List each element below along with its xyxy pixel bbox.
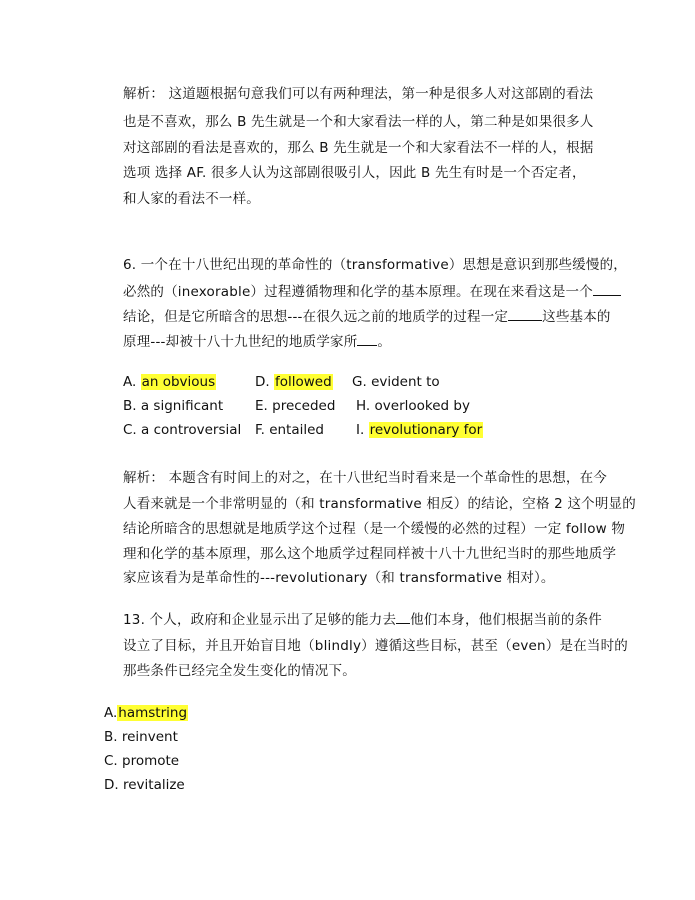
option-b[interactable] (123, 398, 223, 414)
option-text: evident to (371, 374, 440, 390)
option-letter: I. (356, 422, 365, 438)
blank-1 (396, 611, 410, 624)
option-text-highlighted: an obvious (141, 374, 216, 390)
analysis-1-line: 也是不喜欢，那么 B 先生就是一个和大家看法一样的人，第二种是如果很多人 (123, 114, 594, 130)
option-d[interactable] (104, 777, 185, 793)
analysis-1-line: 和人家的看法不一样。 (123, 191, 260, 207)
option-h[interactable] (356, 398, 470, 414)
stem-text: 必然的（inexorable）过程遵循物理和化学的基本原理。在现在来看这是一个 (123, 284, 593, 300)
blank-2 (508, 308, 542, 321)
option-letter: E. (255, 398, 268, 414)
option-a[interactable] (104, 705, 188, 721)
option-f[interactable] (255, 422, 324, 438)
option-letter: A. (123, 374, 137, 390)
blank-3 (357, 333, 377, 346)
stem-text: 他们本身，他们根据当前的条件 (410, 612, 602, 628)
option-c[interactable] (123, 422, 241, 438)
option-text: overlooked by (374, 398, 470, 414)
option-i[interactable] (356, 422, 483, 438)
option-text: revitalize (122, 777, 185, 793)
option-letter: D. (104, 777, 119, 793)
option-d[interactable] (255, 374, 333, 390)
option-text-highlighted: followed (274, 374, 332, 390)
option-letter: C. (104, 753, 118, 769)
stem-text: 13. 个人，政府和企业显示出了足够的能力去 (123, 612, 397, 628)
option-letter: A. (104, 705, 118, 721)
option-text: promote (122, 753, 180, 769)
stem-text: 。 (377, 334, 392, 350)
option-text: reinvent (121, 729, 178, 745)
question-13-stem-line (123, 608, 602, 628)
analysis-1-line: 解析： 这道题根据句意我们可以有两种理法，第一种是很多人对这部剧的看法 (123, 86, 594, 102)
option-e[interactable] (255, 398, 335, 414)
stem-text: 结论，但是它所暗含的思想---在很久远之前的地质学的过程一定 (123, 309, 509, 325)
analysis-1-line: 选项 选择 AF. 很多人认为这部剧很吸引人，因此 B 先生有时是一个否定者， (123, 165, 586, 181)
option-c[interactable] (104, 753, 179, 769)
option-letter: G. (352, 374, 367, 390)
option-text: preceded (272, 398, 336, 414)
analysis-6-line: 人看来就是一个非常明显的（和 transformative 相反）的结论，空格 2 这个明显的 (123, 496, 636, 512)
question-6-stem-line (123, 280, 621, 300)
option-letter: H. (356, 398, 371, 414)
stem-text: 原理---却被十八十九世纪的地质学家所 (123, 334, 358, 350)
question-13-stem-line: 设立了目标，并且开始盲目地（blindly）遵循这些目标，甚至（even）是在当时的 (123, 638, 628, 654)
analysis-6-line: 解析： 本题含有时间上的对之，在十八世纪当时看来是一个革命性的思想，在今 (123, 470, 607, 486)
option-text-highlighted: revolutionary for (369, 422, 483, 438)
option-letter: C. (123, 422, 137, 438)
analysis-6-line: 理和化学的基本原理，那么这个地质学过程同样被十八十九世纪当时的那些地质学 (123, 546, 617, 562)
option-letter: B. (104, 729, 118, 745)
stem-text: 这些基本的 (542, 309, 611, 325)
option-b[interactable] (104, 729, 178, 745)
question-6-stem-line: 6. 一个在十八世纪出现的革命性的（transformative）思想是意识到那些缓慢的， (123, 257, 627, 273)
option-letter: B. (123, 398, 137, 414)
option-letter: F. (255, 422, 265, 438)
option-text: a significant (140, 398, 224, 414)
option-letter: D. (255, 374, 270, 390)
option-a[interactable] (123, 374, 216, 390)
blank-1 (593, 283, 621, 296)
question-6-stem-line (123, 305, 611, 325)
analysis-1-line: 对这部剧的看法是喜欢的，那么 B 先生就是一个和大家看法不一样的人，根据 (123, 140, 594, 156)
option-text-highlighted: hamstring (118, 705, 188, 721)
analysis-6-line: 家应该看为是革命性的---revolutionary（和 transformative 相对）。 (123, 570, 555, 586)
option-text: a controversial (141, 422, 242, 438)
question-13-stem-line: 那些条件已经完全发生变化的情况下。 (123, 663, 356, 679)
option-g[interactable] (352, 374, 440, 390)
option-text: entailed (269, 422, 324, 438)
question-6-stem-line (123, 330, 391, 350)
analysis-6-line: 结论所暗含的思想就是地质学这个过程（是一个缓慢的必然的过程）一定 follow 物 (123, 521, 626, 537)
